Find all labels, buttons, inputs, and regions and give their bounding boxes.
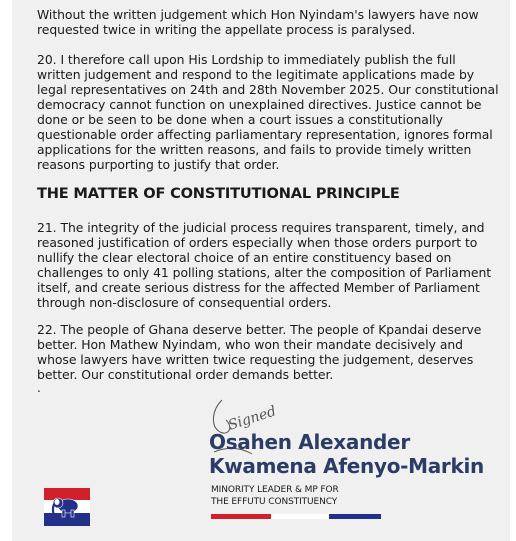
- stripe-blue: [329, 514, 381, 519]
- paragraph-21: 21. The integrity of the judicial process requires transparent, timely, and reasoned justification of orders especially when those orders purport to nullify the clear electoral choice of an entire constituency based on challenges to only 41 polling stations, alter the composition of Parliament itself, and create serious distress for the affected Member of Parliament through non-disclosure of consequential orders.: [37, 220, 492, 310]
- paragraph-19-end: Without the written judgement which Hon Nyindam's lawyers have now requested twice in writing the appellate process is paralysed.: [37, 7, 479, 37]
- signature-scrawl-text: Signed: [226, 403, 279, 434]
- signatory-name-line1: Osahen Alexander: [209, 430, 410, 454]
- section-heading: THE MATTER OF CONSTITUTIONAL PRINCIPLE: [37, 185, 400, 202]
- flag-stripes: [211, 514, 381, 519]
- paragraph-20: 20. I therefore call upon His Lordship to immediately publish the full written judgement and respond to the legitimate applications made by legal representatives on 24th and 28th November 2025. Our constitutional democracy cannot function on unexplained directives. Justice cannot be done or be seen to be done when a court issues a constitutionally questionable order affecting parliamentary representation, ignores formal applications for the written reasons, and fails to provide timely written reasons purporting to justify that order.: [37, 52, 499, 172]
- stripe-white: [271, 514, 329, 519]
- document-page: [12, 0, 510, 541]
- signatory-role-line2: THE EFFUTU CONSTITUENCY: [211, 497, 338, 507]
- stripe-red: [211, 514, 271, 519]
- npp-elephant-logo-icon: [44, 488, 90, 526]
- paragraph-22: 22. The people of Ghana deserve better. The people of Kpandai deserve better. Hon Mathew Nyindam, who won their mandate decisively and whose lawyers have written twice requesting the judgement, deserves better. Our constitutional order demands better.: [37, 322, 482, 382]
- signatory-name-line2: Kwamena Afenyo-Markin: [209, 454, 484, 478]
- signatory-role-line1: MINORITY LEADER & MP FOR: [211, 485, 339, 495]
- stray-dot: .: [37, 381, 41, 395]
